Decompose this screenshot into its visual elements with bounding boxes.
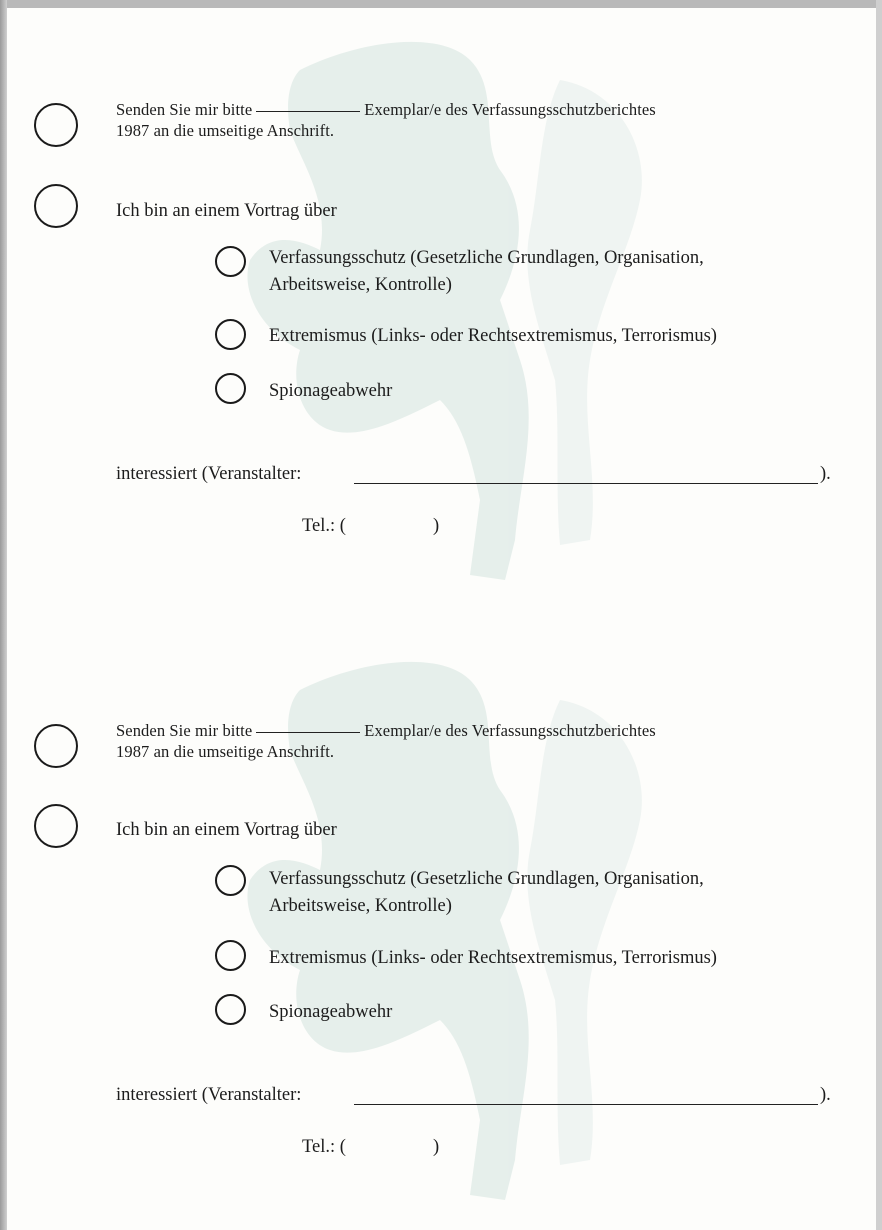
lecture-radio[interactable] [34,804,78,848]
organizer-end: ). [820,1085,831,1105]
send-report-radio[interactable] [34,724,78,768]
send-report-text-line2: 1987 an die umseitige Anschrift. [116,121,335,140]
option-extremismus-radio[interactable] [215,319,246,350]
option-extremismus-radio[interactable] [215,940,246,971]
option-verfassungsschutz-label: Verfassungsschutz (Gesetzliche Grundlagen, Organisation, [269,869,704,889]
option-spionageabwehr-label: Spionageabwehr [269,381,393,401]
copies-blank[interactable] [256,731,360,733]
option-spionageabwehr-radio[interactable] [215,373,246,404]
send-report-text: Senden Sie mir bitte Exemplar/e des Verfassungsschutzberichtes [116,100,656,119]
option-spionageabwehr-label: Spionageabwehr [269,1002,393,1022]
phone-close: ) [433,516,440,536]
option-verfassungsschutz-label: Verfassungsschutz (Gesetzliche Grundlagen, Organisation, [269,248,704,268]
organizer-label: interessiert (Veranstalter: [116,1085,302,1105]
phone-label: Tel.: ( [302,1137,346,1157]
lecture-intro: Ich bin an einem Vortrag über [116,820,337,840]
option-extremismus-label: Extremismus (Links- oder Rechtsextremismus, Terrorismus) [269,326,717,346]
option-verfassungsschutz-radio[interactable] [215,246,246,277]
send-report-text: Senden Sie mir bitte Exemplar/e des Verfassungsschutzberichtes [116,721,656,740]
send-report-radio[interactable] [34,103,78,147]
organizer-end: ). [820,464,831,484]
option-verfassungsschutz-label-line2: Arbeitsweise, Kontrolle) [269,896,452,916]
organizer-label: interessiert (Veranstalter: [116,464,302,484]
send-report-text-line2: 1987 an die umseitige Anschrift. [116,742,335,761]
lecture-intro: Ich bin an einem Vortrag über [116,201,337,221]
request-form-2 [0,620,882,1230]
phone-close: ) [433,1137,440,1157]
option-verfassungsschutz-label-line2: Arbeitsweise, Kontrolle) [269,275,452,295]
organizer-field-line[interactable] [354,483,818,484]
phone-label: Tel.: ( [302,516,346,536]
copies-blank[interactable] [256,110,360,112]
option-verfassungsschutz-radio[interactable] [215,865,246,896]
organizer-field-line[interactable] [354,1104,818,1105]
option-spionageabwehr-radio[interactable] [215,994,246,1025]
option-extremismus-label: Extremismus (Links- oder Rechtsextremismus, Terrorismus) [269,948,717,968]
lecture-radio[interactable] [34,184,78,228]
